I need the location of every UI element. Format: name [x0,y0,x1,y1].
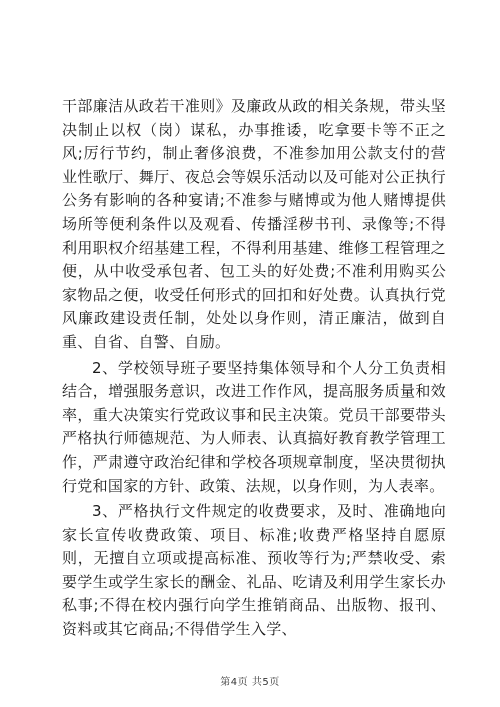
paragraph-1: 干部廉洁从政若干准则》及廉政从政的相关条规，带头坚决制止以权（岗）谋私，办事推诿，吃拿要卡等不正之风;厉行节约，制止奢侈浪费，不准参加用公款支付的营业性歌厅、舞厅、夜总会等娱乐活动以及可能对公正执行公务有影响的各种宴请;不准参与赌博或为他人赌博提供场所等便利条件以及观看、传播淫秽书刊、录像等;不得利用职权介绍基建工程，不得利用基建、维修工程管理之便，从中收受承包者、包工头的好处费;不准利用购买公家物品之便，收受任何形式的回扣和好处费。认真执行党风廉政建设责任制，处处以身作则，清正廉洁，做到自重、自省、自警、自励。 [62,97,446,351]
page-footer: 第4页 共5页 [220,677,280,688]
paragraph-3: 3、严格执行文件规定的收费要求，及时、准确地向家长宣传收费政策、项目、标准;收费严格坚持自愿原则，无擅自立项或提高标准、预收等行为;严禁收受、索要学生或学生家长的酬金、礼品、吃请及利用学生家长办私事;不得在校内强行向学生推销商品、出版物、报刊、资料或其它商品;不得借学生入学、 [62,502,446,639]
paragraph-2: 2、学校领导班子要坚持集体领导和个人分工负责相结合，增强服务意识，改进工作作风，提高服务质量和效率，重大决策实行党政议事和民主决策。党员干部要带头严格执行师德规范、为人师表、认真搞好教育教学管理工作，严肃遵守政治纪律和学校各项规章制度，坚决贯彻执行党和国家的方针、政策、法规，以身作则，为人表率。 [62,358,446,495]
document-body [62,95,446,642]
